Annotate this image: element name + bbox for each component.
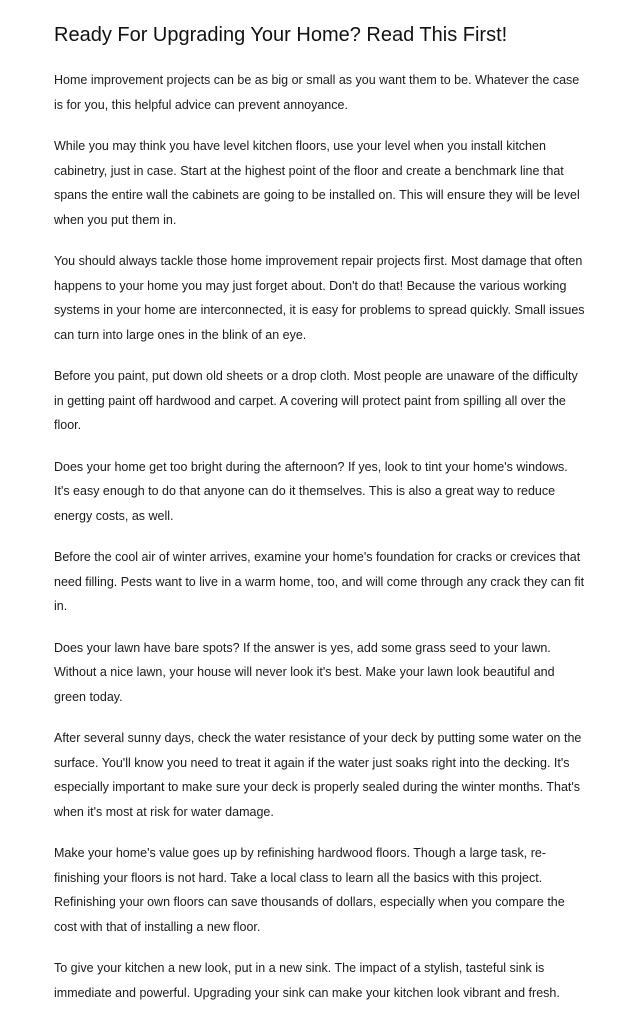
paragraph-10: To give your kitchen a new look, put in a new sink. The impact of a stylish, tasteful sink is immediate and powerful. Upgrading your sink can make your kitchen look vibrant and fresh. (54, 961, 560, 1000)
paragraph-6: Before the cool air of winter arrives, examine your home's foundation for cracks or crevices that need filling. Pests want to live in a warm home, too, and will come through any crack they can fit in. (54, 550, 585, 613)
document-page (54, 22, 586, 1022)
paragraph-3: You should always tackle those home improvement repair projects first. Most damage that often happens to your home you may just forget about. Don't do that! Because the various working systems in your home are interconnected, it is easy for problems to spread quickly. Small issues can turn into large ones in the blink of an eye. (54, 254, 585, 342)
paragraph-4: Before you paint, put down old sheets or a drop cloth. Most people are unaware of the difficulty in getting paint off hardwood and carpet. A covering will protect paint from spilling all over the floor. (54, 369, 578, 432)
paragraph-1: Home improvement projects can be as big or small as you want them to be. Whatever the case is for you, this helpful advice can prevent annoyance. (54, 73, 580, 112)
paragraph-7: Does your lawn have bare spots? If the answer is yes, add some grass seed to your lawn. Without a nice lawn, your house will never look it's best. Make your lawn look beautiful and green today. (54, 640, 555, 704)
paragraph-9: Make your home's value goes up by refinishing hardwood floors. Though a large task, re-finishing your floors is not hard. Take a local class to learn all the basics with this project. Refinishing your own floors can save thousands of dollars, especially when you compare the cost with that of installing a new floor. (54, 846, 565, 934)
page-title: Ready For Upgrading Your Home? Read This First! (54, 24, 508, 46)
paragraph-5: Does your home get too bright during the afternoon? If yes, look to tint your home's windows. It's easy enough to do that anyone can do it themselves. This is also a great way to reduce energy costs, as well. (54, 459, 568, 523)
paragraph-2: While you may think you have level kitchen floors, use your level when you install kitchen cabinetry, just in case. Start at the highest point of the floor and create a benchmark line that spans the entire wall the cabinets are going to be installed on. This will ensure they will be level when you put them in. (54, 139, 580, 227)
paragraph-8: After several sunny days, check the water resistance of your deck by putting some water on the surface. You'll know you need to treat it again if the water just soaks right into the decking. It's especially important to make sure your deck is properly sealed during the winter months. That's when it's most at risk for water damage. (54, 731, 582, 819)
